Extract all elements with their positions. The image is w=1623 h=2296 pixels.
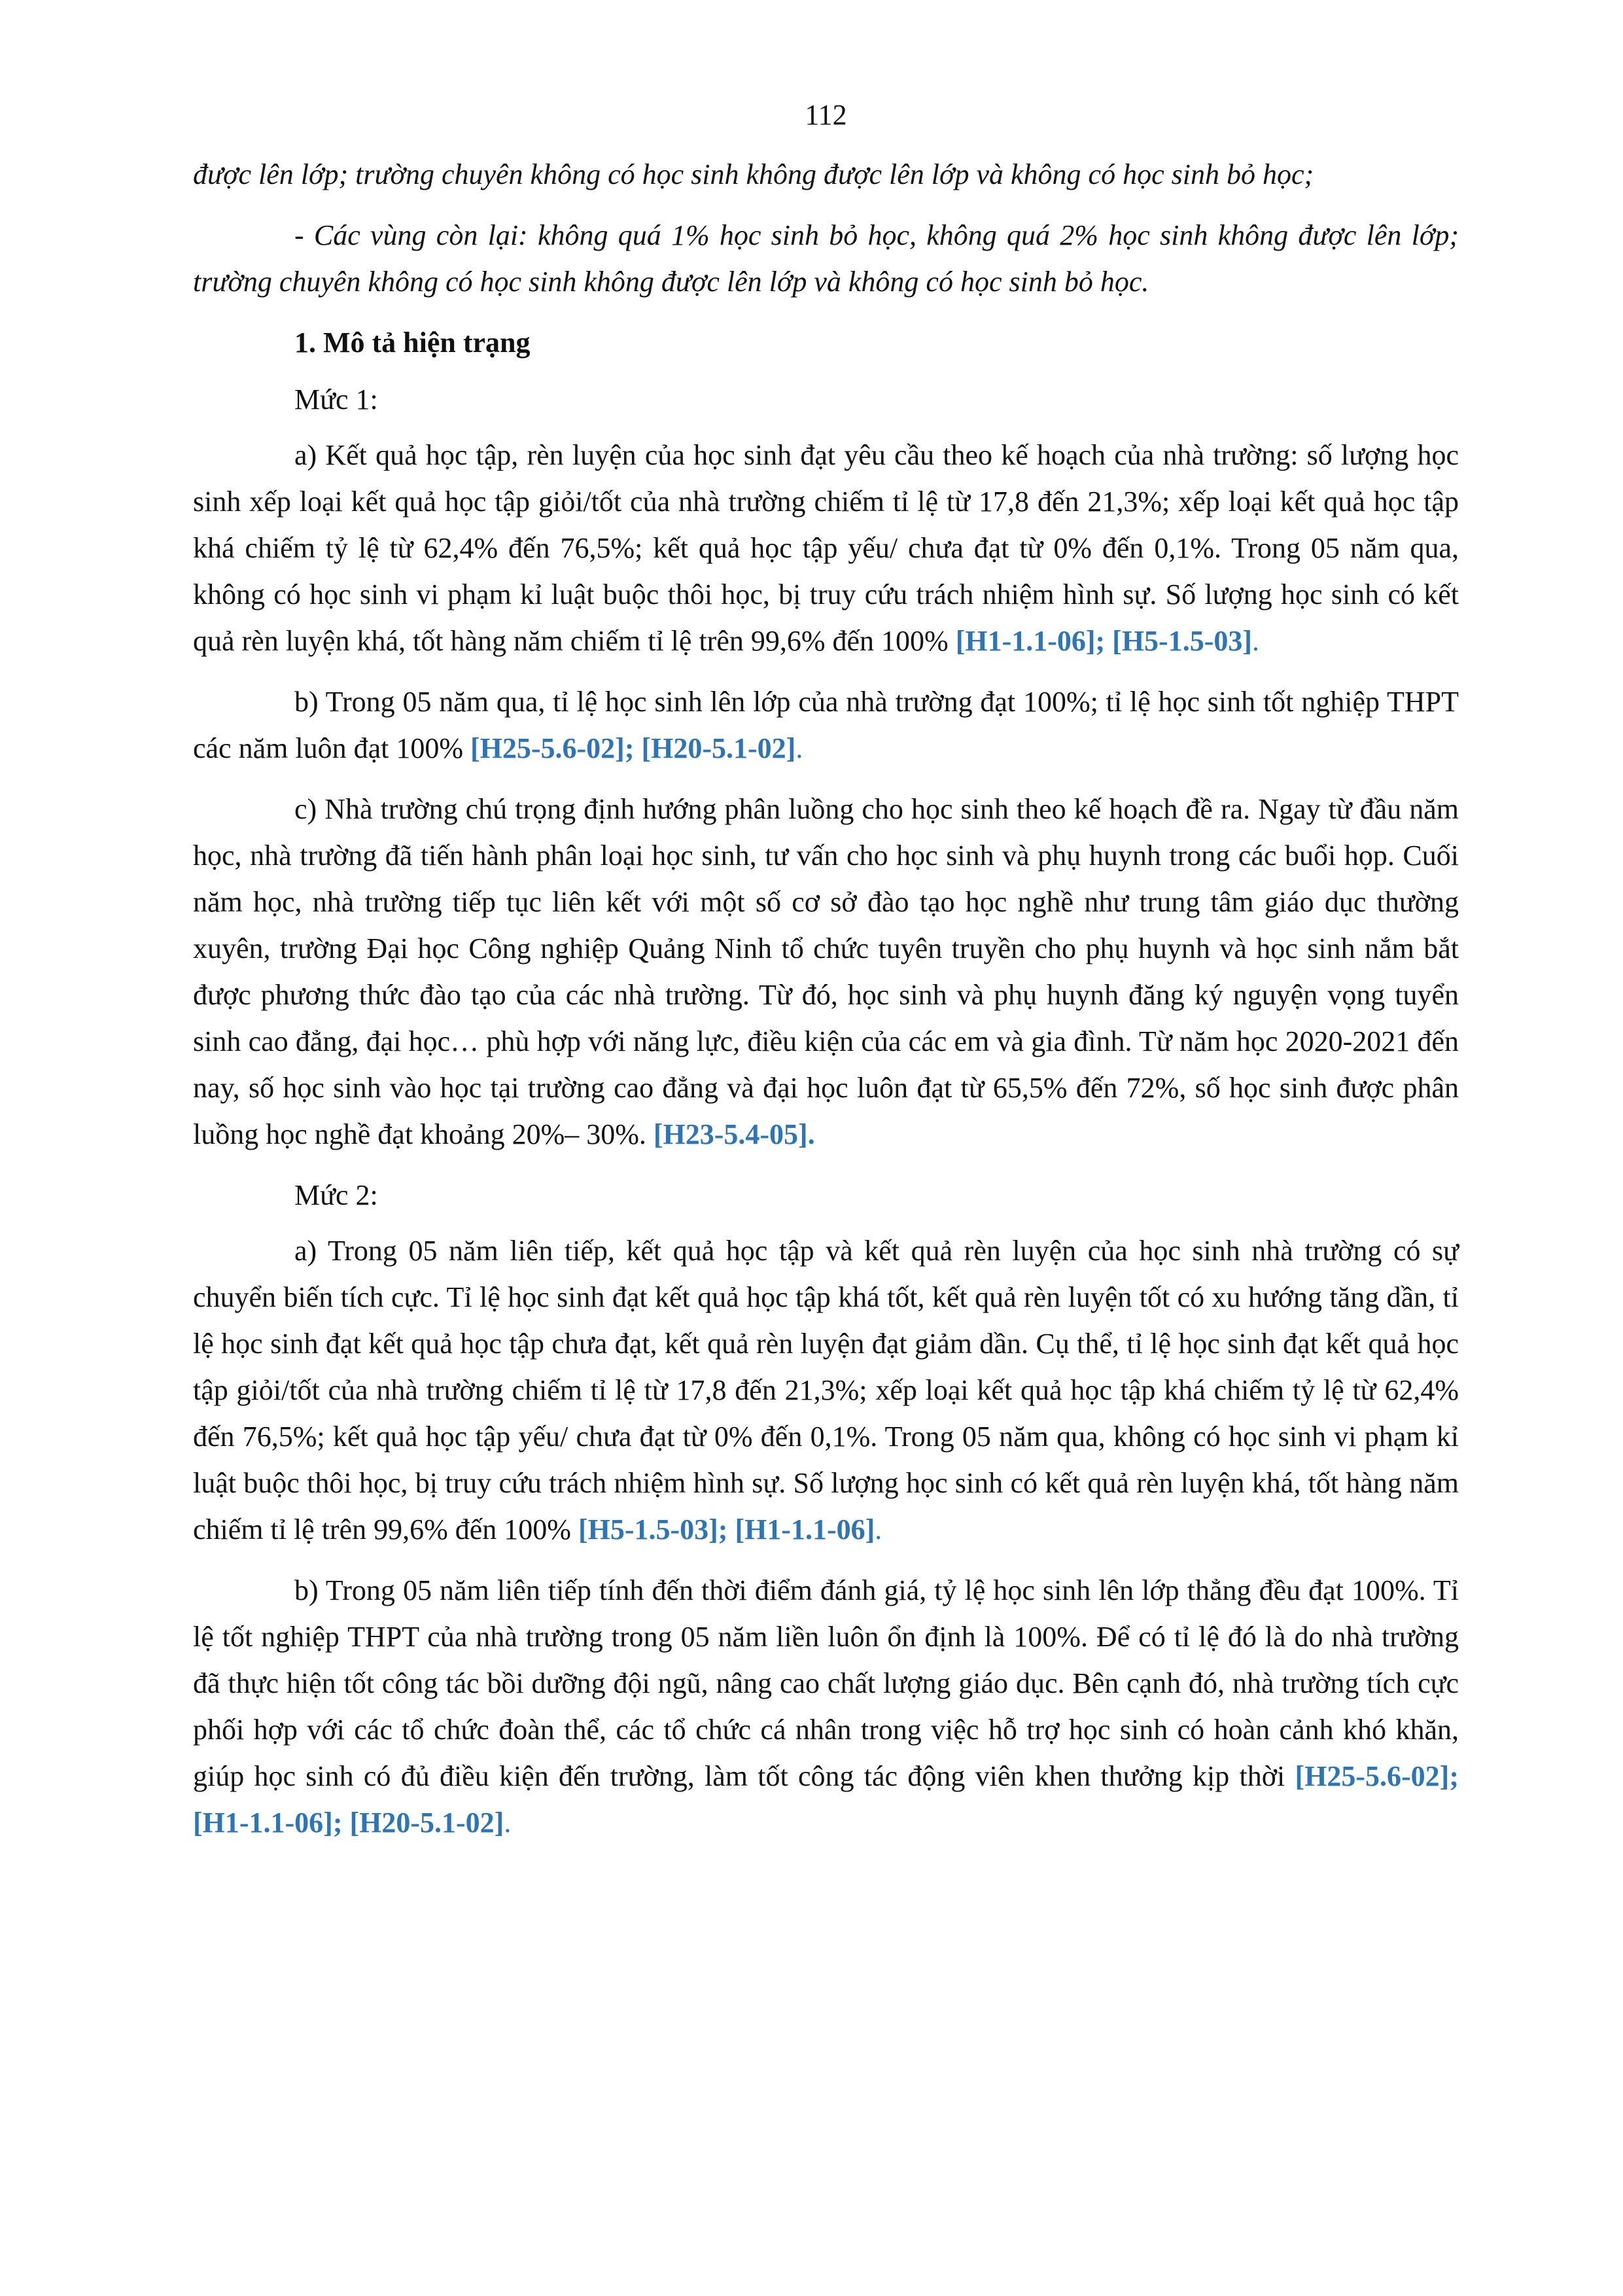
page-number: 112: [805, 99, 847, 131]
level1-item-a-reference[interactable]: [H1-1.1-06]; [H5-1.5-03]: [955, 625, 1253, 657]
level2-item-b-end: .: [504, 1807, 512, 1839]
level2-item-b-reference[interactable]: [H25-5.6-02]; [H1-1.1-06]; [H20-5.1-02]: [193, 1760, 1459, 1839]
level1-item-c-reference[interactable]: [H23-5.4-05].: [653, 1118, 815, 1150]
level1-title: Mức 1:: [294, 383, 378, 415]
level1-item-a-end: .: [1252, 625, 1260, 657]
level2-item-b: [193, 1567, 1459, 1846]
section-heading: 1. Mô tả hiện trạng: [294, 327, 531, 359]
level2-item-a-reference[interactable]: [H5-1.5-03]; [H1-1.1-06]: [578, 1513, 875, 1545]
level2-item-a-end: .: [875, 1513, 882, 1545]
level1-item-a-text: a) Kết quả học tập, rèn luyện của học sinh đạt yêu cầu theo kế hoạch của nhà trường: số lượng học sinh xếp loại kết quả học tập giỏi/tốt của nhà trường chiếm tỉ lệ từ 17,8 đến 21,3%; xếp loại kết quả học tập khá chiếm tỷ lệ từ 62,4% đến 76,5%; kết quả học tập yếu/ chưa đạt từ 0% đến 0,1%. Trong 05 năm qua, không có học sinh vi phạm kỉ luật buộc thôi học, bị truy cứu trách nhiệm hình sự. Số lượng học sinh có kết quả rèn luyện khá, tốt hàng năm chiếm tỉ lệ trên 99,6% đến 100%: [193, 439, 1459, 657]
level1-item-c: [193, 786, 1459, 1157]
intro-other-regions: - Các vùng còn lại: không quá 1% học sinh bỏ học, không quá 2% học sinh không được lên lớp; trường chuyên không có học sinh không được lên lớp và không có học sinh bỏ học.: [193, 219, 1459, 298]
document-page: [193, 92, 1459, 1860]
level1-item-b: [193, 679, 1459, 771]
level2-item-b-text: b) Trong 05 năm liên tiếp tính đến thời điểm đánh giá, tỷ lệ học sinh lên lớp thẳng đều đạt 100%. Tỉ lệ tốt nghiệp THPT của nhà trường trong 05 năm liền luôn ổn định là 100%. Để có tỉ lệ đó là do nhà trường đã thực hiện tốt công tác bồi dưỡng đội ngũ, nâng cao chất lượng giáo dục. Bên cạnh đó, nhà trường tích cực phối hợp với các tổ chức đoàn thể, các tổ chức cá nhân trong việc hỗ trợ học sinh có hoàn cảnh khó khăn, giúp học sinh có đủ điều kiện đến trường, làm tốt công tác động viên khen thưởng kịp thời: [193, 1574, 1459, 1792]
level1-item-a: [193, 432, 1459, 664]
level1-item-c-text: c) Nhà trường chú trọng định hướng phân luồng cho học sinh theo kế hoạch đề ra. Ngay từ đầu năm học, nhà trường đã tiến hành phân loại học sinh, tư vấn cho học sinh và phụ huynh trong các buổi họp. Cuối năm học, nhà trường tiếp tục liên kết với một số cơ sở đào tạo học nghề như trung tâm giáo dục thường xuyên, trường Đại học Công nghiệp Quảng Ninh tổ chức tuyên truyền cho phụ huynh và học sinh nắm bắt được phương thức đào tạo của các nhà trường. Từ đó, học sinh và phụ huynh đăng ký nguyện vọng tuyển sinh cao đẳng, đại học… phù hợp với năng lực, điều kiện của các em và gia đình. Từ năm học 2020-2021 đến nay, số học sinh vào học tại trường cao đẳng và đại học luôn đạt từ 65,5% đến 72%, số học sinh được phân luồng học nghề đạt khoảng 20%– 30%.: [193, 793, 1459, 1150]
level2-item-a-text: a) Trong 05 năm liên tiếp, kết quả học tập và kết quả rèn luyện của học sinh nhà trường có sự chuyển biến tích cực. Tỉ lệ học sinh đạt kết quả học tập khá tốt, kết quả rèn luyện tốt có xu hướng tăng dần, tỉ lệ học sinh đạt kết quả học tập chưa đạt, kết quả rèn luyện đạt giảm dần. Cụ thể, tỉ lệ học sinh đạt kết quả học tập giỏi/tốt của nhà trường chiếm tỉ lệ từ 17,8 đến 21,3%; xếp loại kết quả học tập khá chiếm tỷ lệ từ 62,4% đến 76,5%; kết quả học tập yếu/ chưa đạt từ 0% đến 0,1%. Trong 05 năm qua, không có học sinh vi phạm kỉ luật buộc thôi học, bị truy cứu trách nhiệm hình sự. Số lượng học sinh có kết quả rèn luyện khá, tốt hàng năm chiếm tỉ lệ trên 99,6% đến 100%: [193, 1235, 1459, 1545]
level2-title: Mức 2:: [294, 1179, 378, 1211]
intro-continuation: được lên lớp; trường chuyên không có học sinh không được lên lớp và không có học sinh bỏ học;: [193, 158, 1314, 190]
level1-item-b-text: b) Trong 05 năm qua, tỉ lệ học sinh lên lớp của nhà trường đạt 100%; tỉ lệ học sinh tốt nghiệp THPT các năm luôn đạt 100%: [193, 686, 1459, 764]
level1-item-b-reference[interactable]: [H25-5.6-02]; [H20-5.1-02]: [470, 732, 796, 764]
level2-item-a: [193, 1227, 1459, 1553]
level1-item-b-end: .: [795, 732, 803, 764]
